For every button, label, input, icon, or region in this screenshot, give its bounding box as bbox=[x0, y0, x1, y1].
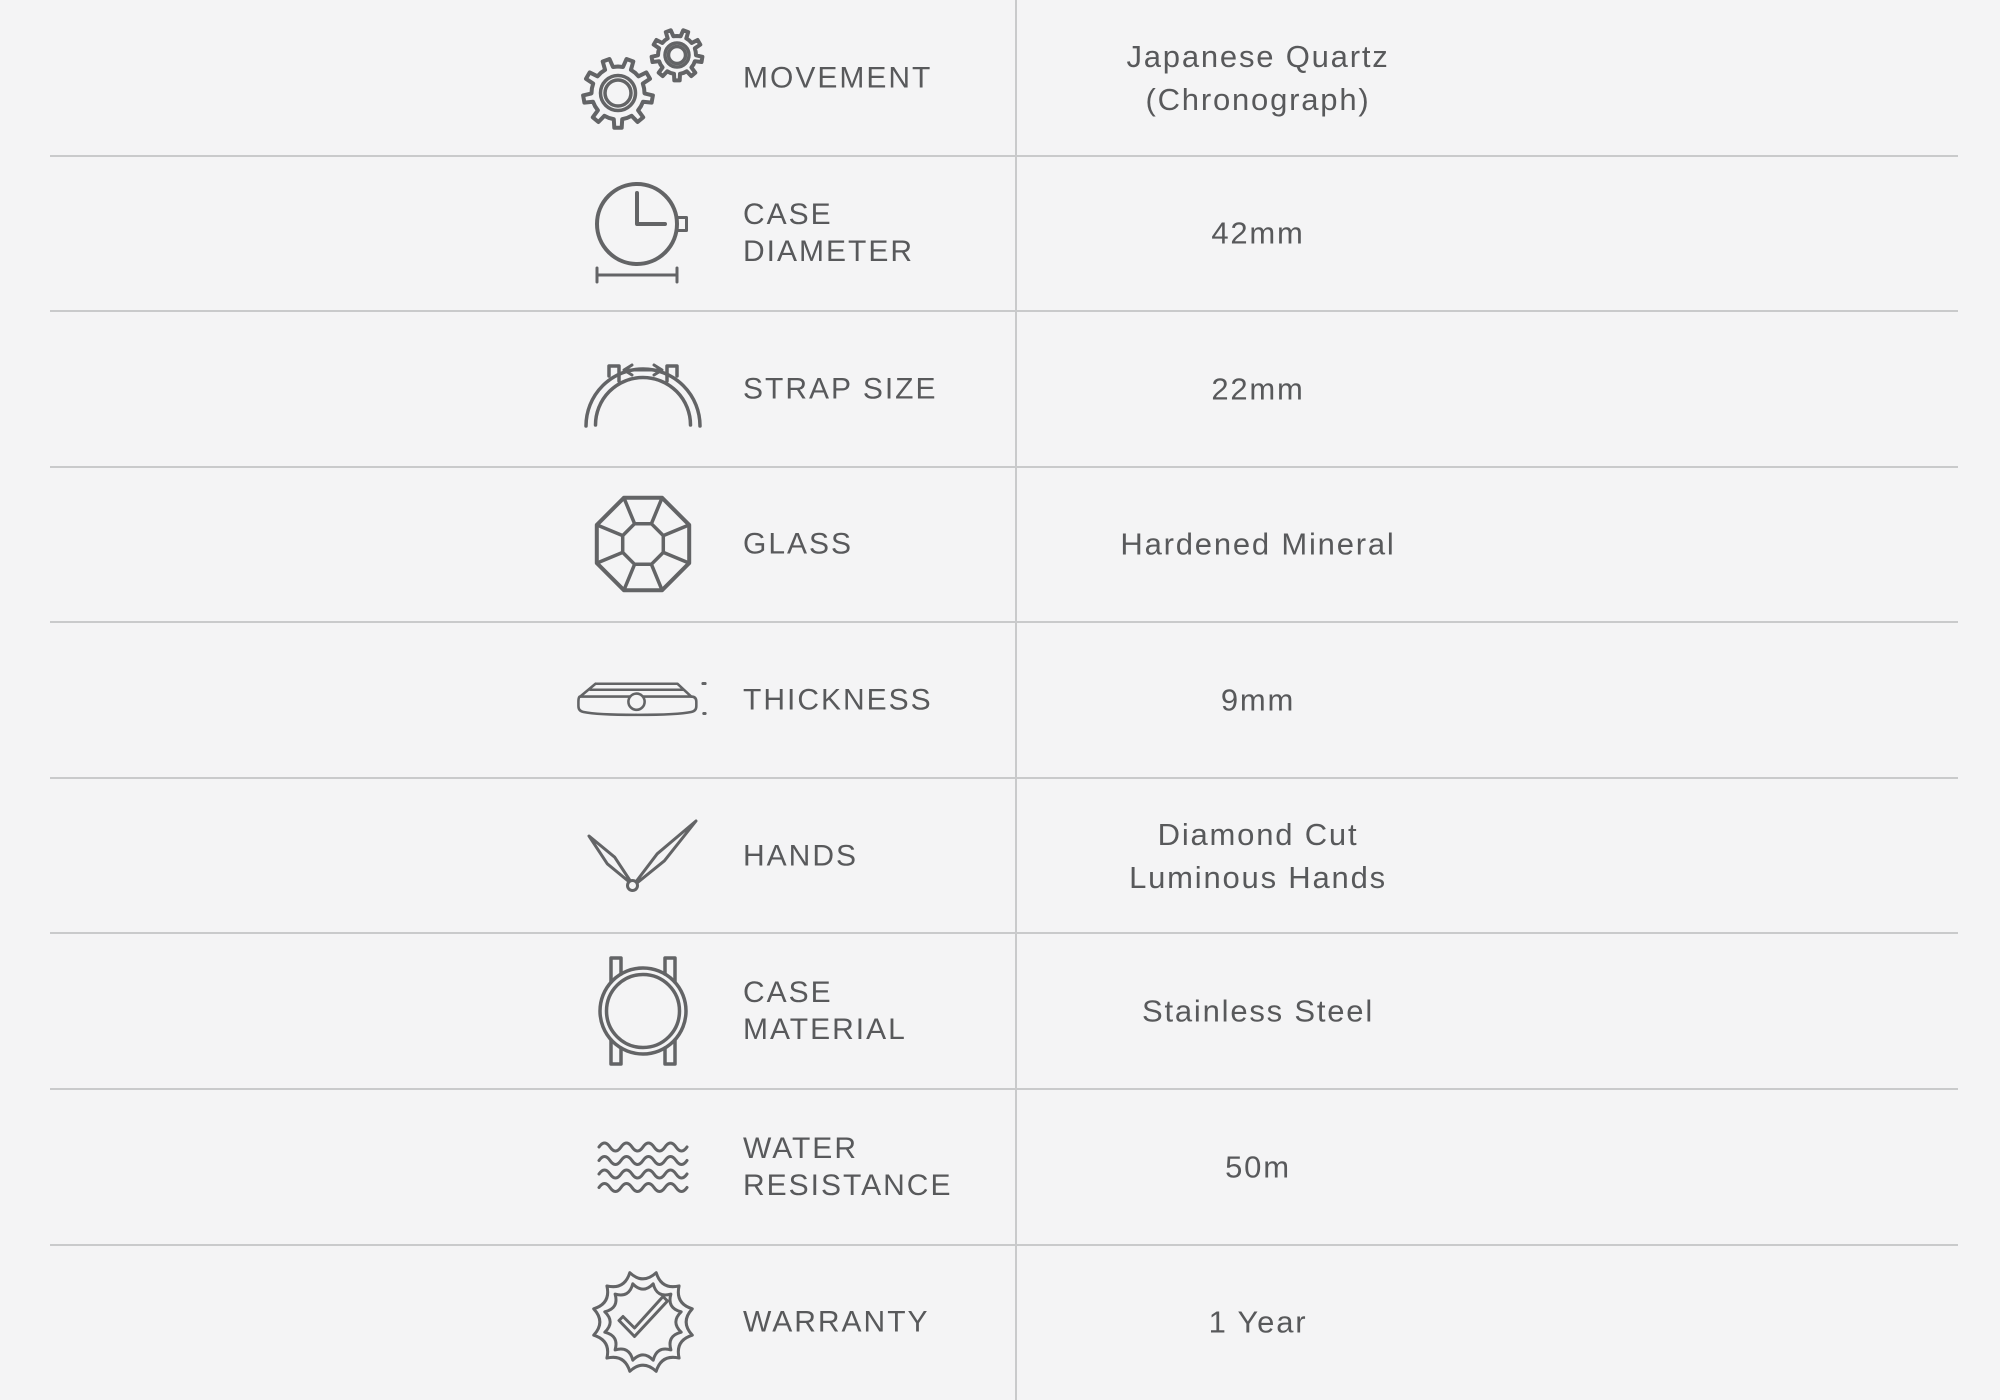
warranty-badge-icon bbox=[575, 1268, 710, 1376]
spec-label-line: STRAP SIZE bbox=[743, 372, 938, 406]
strap-size-icon bbox=[575, 343, 710, 435]
spec-row-case-diameter bbox=[0, 156, 2000, 312]
spec-value-line: Diamond Cut bbox=[1157, 816, 1359, 852]
row-divider bbox=[50, 777, 1958, 779]
spec-label-line: MATERIAL bbox=[743, 1013, 907, 1047]
spec-label bbox=[743, 370, 938, 407]
spec-value-line: 50m bbox=[1225, 1149, 1291, 1185]
glass-gem-icon bbox=[575, 494, 710, 594]
spec-label bbox=[743, 59, 932, 96]
row-divider bbox=[50, 932, 1958, 934]
spec-value-line: Hardened Mineral bbox=[1120, 526, 1396, 562]
spec-row-warranty bbox=[0, 1245, 2000, 1400]
spec-value bbox=[1016, 1301, 1500, 1344]
spec-value-line: (Chronograph) bbox=[1145, 81, 1371, 117]
spec-label bbox=[743, 837, 858, 874]
spec-row-water-resistance bbox=[0, 1089, 2000, 1245]
spec-label bbox=[743, 196, 914, 270]
spec-value-line: 42mm bbox=[1211, 215, 1305, 251]
spec-label bbox=[743, 1304, 930, 1341]
spec-value-line: Japanese Quartz bbox=[1126, 38, 1390, 74]
spec-label bbox=[743, 974, 907, 1048]
spec-value bbox=[1016, 813, 1500, 899]
spec-value-line: 1 Year bbox=[1208, 1304, 1308, 1340]
spec-label-line: CASE bbox=[743, 198, 833, 232]
spec-label-line: GLASS bbox=[743, 527, 854, 561]
spec-value-line: 9mm bbox=[1220, 682, 1296, 718]
row-divider bbox=[50, 1244, 1958, 1246]
spec-row-movement bbox=[0, 0, 2000, 156]
spec-label bbox=[743, 526, 853, 563]
spec-value bbox=[1016, 523, 1500, 566]
spec-row-thickness bbox=[0, 622, 2000, 778]
row-divider bbox=[50, 466, 1958, 468]
row-divider bbox=[50, 1088, 1958, 1090]
spec-row-hands bbox=[0, 778, 2000, 934]
thickness-icon bbox=[575, 679, 710, 721]
spec-value bbox=[1016, 990, 1500, 1033]
spec-label-line: RESISTANCE bbox=[743, 1168, 953, 1202]
row-divider bbox=[50, 155, 1958, 157]
spec-value bbox=[1016, 367, 1500, 410]
spec-label-line: MOVEMENT bbox=[743, 61, 933, 95]
water-resistance-icon bbox=[575, 1139, 710, 1195]
case-material-icon bbox=[575, 953, 710, 1069]
spec-label bbox=[743, 682, 933, 719]
spec-label-line: WATER bbox=[743, 1131, 858, 1165]
spec-value-line: Stainless Steel bbox=[1141, 993, 1375, 1029]
spec-row-glass bbox=[0, 467, 2000, 623]
spec-label bbox=[743, 1130, 952, 1204]
spec-label-line: DIAMETER bbox=[743, 235, 915, 269]
spec-label-line: THICKNESS bbox=[743, 683, 933, 717]
watch-hands-icon bbox=[575, 816, 710, 896]
spec-value-line: Luminous Hands bbox=[1129, 859, 1387, 895]
row-divider bbox=[50, 310, 1958, 312]
spec-label-line: WARRANTY bbox=[743, 1305, 930, 1339]
spec-row-case-material bbox=[0, 933, 2000, 1089]
gears-icon bbox=[575, 23, 710, 133]
spec-label-line: CASE bbox=[743, 976, 833, 1010]
row-divider bbox=[50, 621, 1958, 623]
spec-value bbox=[1016, 679, 1500, 722]
spec-row-strap-size bbox=[0, 311, 2000, 467]
case-diameter-icon bbox=[575, 180, 710, 286]
spec-value bbox=[1016, 212, 1500, 255]
spec-value bbox=[1016, 35, 1500, 121]
spec-value-line: 22mm bbox=[1211, 371, 1305, 407]
spec-label-line: HANDS bbox=[743, 839, 859, 873]
spec-value bbox=[1016, 1145, 1500, 1188]
